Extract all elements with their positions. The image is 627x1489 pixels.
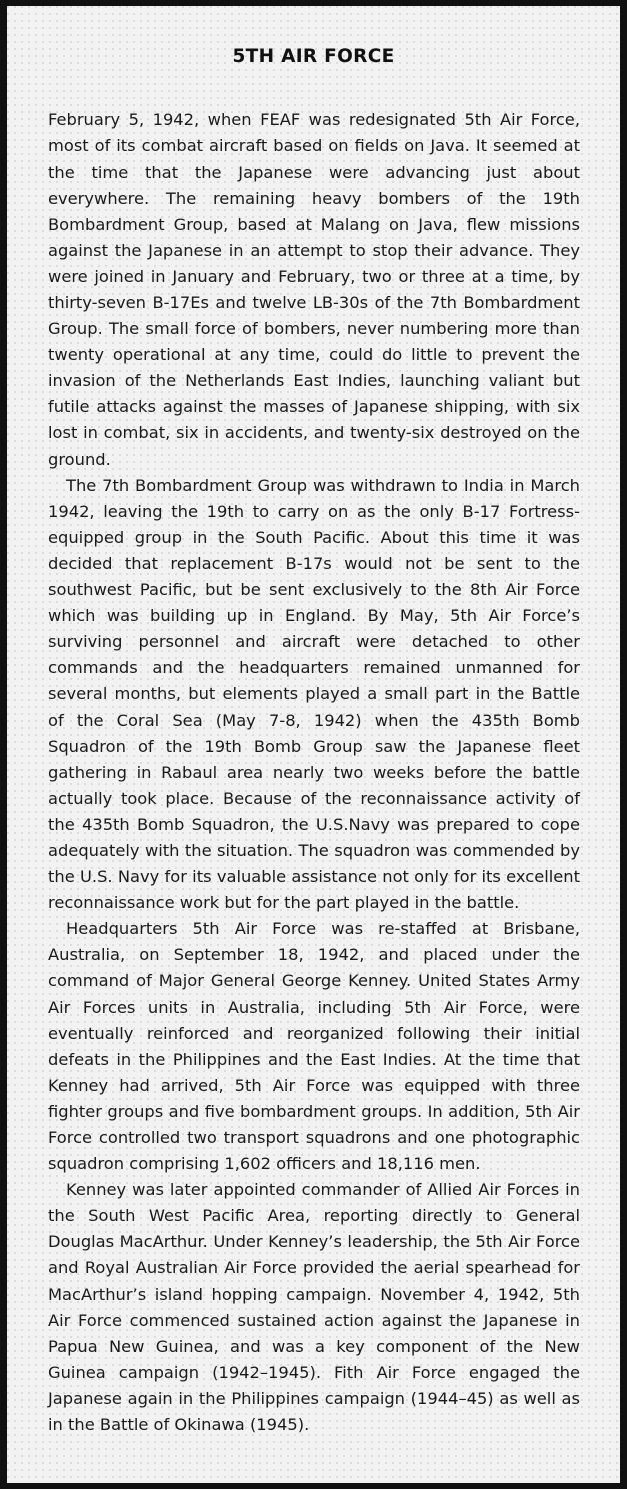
page-title: 5TH AIR FORCE <box>232 46 395 67</box>
paragraph-2: The 7th Bombardment Group was withdrawn to India in March 1942, leaving the 19th to carry on as the only B-17 Fortress-equipped group in the South Pacific. About this time it was decided that replacement B-17s would not be sent to the southwest Pacific, but be sent exclusively to the 8th Air Force which was building up in England. By May, 5th Air Force’s surviving personnel and aircraft were detached to other commands and the headquarters remained unmanned for several months, but elements played a small part in the Battle of the Coral Sea (May 7-8, 1942) when the 435th Bomb Squadron of the 19th Bomb Group saw the Japanese fleet gathering in Rabaul area nearly two weeks before the battle actually took place. Because of the reconnaissance activity of the 435th Bomb Squadron, the U.S.Navy was prepared to cope adequately with the situation. The squadron was commended by the U.S. Navy for its valuable assistance not only for its excellent reconnaissance work but for the part played in the battle. <box>48 475 580 913</box>
paragraph-1: February 5, 1942, when FEAF was redesignated 5th Air Force, most of its combat aircraft based on fields on Java. It seemed at the time that the Japanese were advancing just about everywhere. The remaining heavy bombers of the 19th Bombardment Group, based at Malang on Java, flew missions against the Japanese in an attempt to stop their advance. They were joined in January and February, two or three at a time, by thirty-seven B-17Es and twelve LB-30s of the 7th Bombardment Group. The small force of bombers, never numbering more than twenty operational at any time, could do little to prevent the invasion of the Netherlands East Indies, launching valiant but futile attacks against the masses of Japanese shipping, with six lost in combat, six in accidents, and twenty-six destroyed on the ground. <box>48 110 580 469</box>
paragraph-4: Kenney was later appointed commander of Allied Air Forces in the South West Pacific Area, reporting directly to General Douglas MacArthur. Under Kenney’s leadership, the 5th Air Force and Royal Australian Air Force provided the aerial spearhead for MacArthur’s island hopping campaign. November 4, 1942, 5th Air Force commenced sustained action against the Japanese in Papua New Guinea, and was a key component of the New Guinea campaign (1942–1945). Fith Air Force engaged the Japanese again in the Philippines campaign (1944–45) as well as in the Battle of Okinawa (1945). <box>48 1180 580 1435</box>
document-content-area <box>7 6 620 1483</box>
paragraph-3: Headquarters 5th Air Force was re-staffed at Brisbane, Australia, on September 18, 1942, and placed under the command of Major General George Kenney. United States Army Air Forces units in Australia, including 5th Air Force, were eventually reinforced and reorganized following their initial defeats in the Philippines and the East Indies. At the time that Kenney had arrived, 5th Air Force was equipped with three fighter groups and five bombardment groups. In addition, 5th Air Force controlled two transport squadrons and one photographic squadron comprising 1,602 officers and 18,116 men. <box>48 919 580 1174</box>
document-body <box>7 67 620 1438</box>
